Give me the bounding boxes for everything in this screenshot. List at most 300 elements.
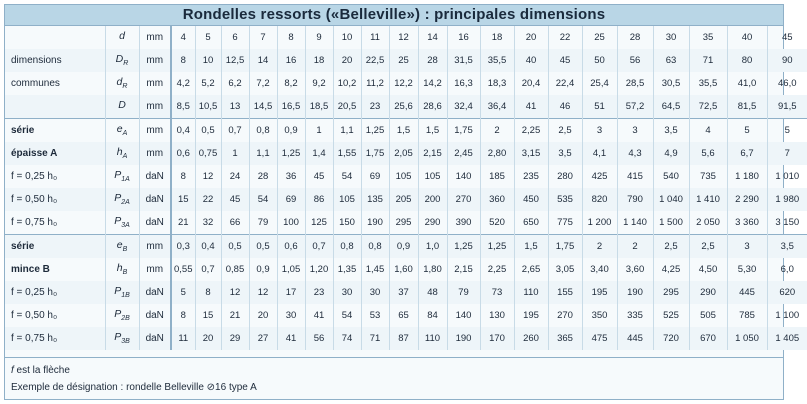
table-cell: 5 — [195, 26, 221, 49]
table-cell: 105 — [333, 188, 361, 211]
table-cell: 41 — [277, 327, 305, 350]
table-cell: 2 — [480, 119, 514, 143]
table-cell: 84 — [418, 304, 447, 327]
table-cell: 37 — [389, 281, 418, 304]
table-cell: 195 — [582, 281, 617, 304]
table-cell: 20 — [195, 327, 221, 350]
table-cell: 445 — [727, 281, 767, 304]
table-cell: 140 — [447, 165, 480, 188]
table-cell: 30 — [333, 281, 361, 304]
notes-divider — [5, 357, 783, 358]
row-symbol — [105, 281, 139, 304]
table-cell: 4,9 — [653, 142, 689, 165]
table-cell: 23 — [305, 281, 333, 304]
table-cell: 2,5 — [653, 235, 689, 259]
table-cell: 27 — [249, 327, 277, 350]
table-cell: 1 010 — [767, 165, 807, 188]
table-cell: 81,5 — [727, 95, 767, 119]
table-cell: 90 — [767, 49, 807, 72]
row-unit: mm — [139, 95, 171, 119]
table-cell: 28 — [617, 26, 653, 49]
table-cell: 1,4 — [305, 142, 333, 165]
table-cell: 22,5 — [361, 49, 389, 72]
table-cell: 2,25 — [480, 258, 514, 281]
table-cell: 3,40 — [582, 258, 617, 281]
table-row — [5, 235, 807, 259]
table-cell: 40 — [727, 26, 767, 49]
table-cell: 16 — [447, 26, 480, 49]
table-cell: 3,60 — [617, 258, 653, 281]
row-unit: mm — [139, 258, 171, 281]
table-cell: 46,0 — [767, 72, 807, 95]
row-unit: mm — [139, 235, 171, 259]
table-cell: 295 — [653, 281, 689, 304]
table-cell: 56 — [617, 49, 653, 72]
table-cell: 130 — [480, 304, 514, 327]
table-cell: 390 — [447, 211, 480, 235]
table-cell: 25,4 — [582, 72, 617, 95]
table-cell: 25 — [582, 26, 617, 49]
row-symbol — [105, 165, 139, 188]
table-cell: 71 — [361, 327, 389, 350]
table-cell: 18 — [305, 49, 333, 72]
table-row — [5, 304, 807, 327]
row-unit: mm — [139, 26, 171, 49]
table-cell: 790 — [617, 188, 653, 211]
table-cell: 105 — [389, 165, 418, 188]
symbol-letter: P — [114, 285, 122, 298]
table-cell: 41 — [305, 304, 333, 327]
table-cell: 69 — [361, 165, 389, 188]
table-cell: 4,3 — [617, 142, 653, 165]
table-cell: 3 360 — [727, 211, 767, 235]
symbol-subscript: 1A — [121, 176, 130, 184]
table-cell: 3,5 — [548, 142, 582, 165]
row-unit: mm — [139, 119, 171, 143]
table-cell: 16,3 — [447, 72, 480, 95]
table-cell: 15 — [171, 188, 195, 211]
table-cell: 48 — [418, 281, 447, 304]
table-cell: 1,0 — [418, 235, 447, 259]
symbol-letter: h — [116, 262, 123, 275]
table-cell: 8,2 — [277, 72, 305, 95]
table-cell: 0,7 — [305, 235, 333, 259]
table-cell: 335 — [617, 304, 653, 327]
table-cell: 73 — [480, 281, 514, 304]
table-cell: 4,1 — [582, 142, 617, 165]
table-cell: 785 — [727, 304, 767, 327]
table-cell: 735 — [689, 165, 727, 188]
table-cell: 2 — [582, 235, 617, 259]
symbol-subscript: A — [122, 130, 128, 138]
table-cell: 3 — [617, 119, 653, 143]
table-row — [5, 95, 807, 119]
table-cell: 5 — [727, 119, 767, 143]
table-cell: 1,5 — [514, 235, 548, 259]
table-cell: 1,75 — [361, 142, 389, 165]
table-cell: 22 — [195, 188, 221, 211]
table-cell: 20 — [249, 304, 277, 327]
symbol-letter: d — [119, 30, 125, 43]
table-cell: 3,15 — [514, 142, 548, 165]
table-cell: 57,2 — [617, 95, 653, 119]
table-cell: 1,75 — [447, 119, 480, 143]
table-title: Rondelles ressorts («Belleville») : principales dimensions — [5, 5, 783, 26]
table-cell: 18 — [480, 26, 514, 49]
row-label: mince B — [11, 264, 50, 275]
table-cell: 3,05 — [548, 258, 582, 281]
table-cell: 50 — [582, 49, 617, 72]
symbol-subscript: 2B — [121, 315, 130, 323]
row-symbol — [105, 119, 139, 143]
table-cell: 445 — [617, 327, 653, 350]
table-cell: 1 180 — [727, 165, 767, 188]
table-cell: 190 — [361, 211, 389, 235]
table-cell: 12 — [221, 281, 249, 304]
table-cell: 2,05 — [389, 142, 418, 165]
table-cell: 24 — [221, 165, 249, 188]
table-cell: 295 — [389, 211, 418, 235]
symbol-letter: D — [118, 99, 126, 112]
table-cell: 72,5 — [689, 95, 727, 119]
table-cell: 820 — [582, 188, 617, 211]
table-cell: 14,2 — [418, 72, 447, 95]
symbol-letter: P — [114, 192, 122, 205]
table-cell: 365 — [548, 327, 582, 350]
table-cell: 6 — [221, 26, 249, 49]
table-cell: 28 — [249, 165, 277, 188]
table-row — [5, 165, 807, 188]
table-cell: 0,4 — [195, 235, 221, 259]
symbol-subscript: R — [123, 60, 129, 68]
symbol-subscript: 1B — [121, 292, 130, 300]
table-cell: 0,9 — [249, 258, 277, 281]
row-label: communes — [11, 78, 60, 89]
table-cell: 155 — [548, 281, 582, 304]
table-cell: 1,20 — [305, 258, 333, 281]
table-cell: 14 — [249, 49, 277, 72]
table-cell: 4 — [171, 26, 195, 49]
table-cell: 0,55 — [171, 258, 195, 281]
table-cell: 11,2 — [361, 72, 389, 95]
symbol-subscript: 2A — [121, 199, 130, 207]
symbol-subscript: R — [122, 83, 128, 91]
table-cell: 12,2 — [389, 72, 418, 95]
table-row — [5, 72, 807, 95]
table-cell: 54 — [249, 188, 277, 211]
note-fleche — [11, 362, 257, 379]
table-cell: 25,6 — [389, 95, 418, 119]
table-cell: 775 — [548, 211, 582, 235]
table-cell: 74 — [333, 327, 361, 350]
table-cell: 63 — [653, 49, 689, 72]
row-symbol — [105, 95, 139, 119]
table-cell: 41,0 — [727, 72, 767, 95]
table-cell: 1 410 — [689, 188, 727, 211]
table-cell: 110 — [418, 327, 447, 350]
table-cell: 1 405 — [767, 327, 807, 350]
table-cell: 13 — [221, 95, 249, 119]
table-cell: 0,75 — [195, 142, 221, 165]
table-cell: 1 140 — [617, 211, 653, 235]
table-cell: 2,25 — [514, 119, 548, 143]
table-cell: 3,5 — [653, 119, 689, 143]
table-cell: 620 — [767, 281, 807, 304]
table-cell: 7 — [767, 142, 807, 165]
table-cell: 4,50 — [689, 258, 727, 281]
table-cell: 360 — [480, 188, 514, 211]
table-cell: 12,5 — [221, 49, 249, 72]
table-cell: 100 — [277, 211, 305, 235]
table-cell: 32 — [195, 211, 221, 235]
table-cell: 170 — [480, 327, 514, 350]
table-cell: 125 — [305, 211, 333, 235]
table-cell: 8 — [277, 26, 305, 49]
table-cell: 3,5 — [767, 235, 807, 259]
table-row — [5, 211, 807, 235]
table-cell: 110 — [514, 281, 548, 304]
row-unit: daN — [139, 188, 171, 211]
row-symbol — [105, 188, 139, 211]
symbol-letter: P — [114, 331, 122, 344]
table-cell: 45 — [767, 26, 807, 49]
table-cell: 1,45 — [361, 258, 389, 281]
table-cell: 53 — [361, 304, 389, 327]
table-cell: 1,25 — [277, 142, 305, 165]
table-row — [5, 119, 807, 143]
note-fleche-symbol: f — [11, 365, 14, 376]
table-cell: 4,25 — [653, 258, 689, 281]
table-cell: 10,2 — [333, 72, 361, 95]
symbol-letter: P — [114, 308, 122, 321]
table-cell: 260 — [514, 327, 548, 350]
table-cell: 9 — [305, 26, 333, 49]
symbol-letter: e — [116, 123, 123, 136]
table-cell: 54 — [333, 165, 361, 188]
table-cell: 15 — [195, 304, 221, 327]
table-cell: 8 — [171, 49, 195, 72]
table-cell: 1,25 — [447, 235, 480, 259]
table-cell: 540 — [653, 165, 689, 188]
table-cell: 1,5 — [418, 119, 447, 143]
table-cell: 45 — [548, 49, 582, 72]
symbol-letter: h — [116, 146, 123, 159]
table-cell: 3 — [582, 119, 617, 143]
table-cell: 5 — [171, 281, 195, 304]
row-unit: mm — [139, 72, 171, 95]
table-cell: 205 — [389, 188, 418, 211]
table-cell: 51 — [582, 95, 617, 119]
table-cell: 0,8 — [249, 119, 277, 143]
table-cell: 7,2 — [249, 72, 277, 95]
table-cell: 505 — [689, 304, 727, 327]
table-cell: 16 — [277, 49, 305, 72]
table-cell: 20,4 — [514, 72, 548, 95]
table-cell: 1,05 — [277, 258, 305, 281]
row-label — [5, 26, 105, 49]
table-cell: 0,6 — [277, 235, 305, 259]
table-cell: 45 — [221, 188, 249, 211]
table-cell: 140 — [447, 304, 480, 327]
table-cell: 4 — [689, 119, 727, 143]
row-label: dimensions — [5, 49, 105, 72]
table-cell: 190 — [447, 327, 480, 350]
symbol-letter: D — [115, 53, 124, 66]
table-cell: 1 100 — [767, 304, 807, 327]
table-row — [5, 26, 807, 49]
table-cell: 28 — [418, 49, 447, 72]
table-cell: 6,7 — [727, 142, 767, 165]
table-cell: 4,2 — [171, 72, 195, 95]
symbol-subscript: 3B — [121, 338, 130, 346]
table-cell: 3 — [727, 235, 767, 259]
table-cell: 2 290 — [727, 188, 767, 211]
table-cell: 6,2 — [221, 72, 249, 95]
table-cell: 670 — [689, 327, 727, 350]
table-cell: 0,4 — [171, 119, 195, 143]
table-cell: 8 — [195, 281, 221, 304]
table-cell: 2,80 — [480, 142, 514, 165]
table-cell: 20 — [514, 26, 548, 49]
dimensions-table — [5, 26, 807, 350]
row-symbol — [105, 26, 139, 49]
table-cell: 30 — [653, 26, 689, 49]
table-cell: 1 980 — [767, 188, 807, 211]
row-symbol — [105, 49, 139, 72]
belleville-table-frame — [4, 4, 800, 400]
table-cell: 1 500 — [653, 211, 689, 235]
table-cell: 9,2 — [305, 72, 333, 95]
table-cell: 1,60 — [389, 258, 418, 281]
table-cell: 1,25 — [361, 119, 389, 143]
table-cell: 0,5 — [195, 119, 221, 143]
table-cell: 1 — [221, 142, 249, 165]
row-label: épaisse A — [5, 142, 105, 165]
table-cell: 87 — [389, 327, 418, 350]
note-fleche-text: est la flèche — [13, 365, 70, 376]
row-unit: daN — [139, 304, 171, 327]
row-label: f = 0,50 h₀ — [5, 188, 105, 211]
table-cell: 1,35 — [333, 258, 361, 281]
table-cell: 20,5 — [333, 95, 361, 119]
table-cell: 475 — [582, 327, 617, 350]
table-cell: 280 — [548, 165, 582, 188]
row-symbol — [105, 235, 139, 259]
row-symbol — [105, 211, 139, 235]
table-cell: 1,80 — [418, 258, 447, 281]
symbol-subscript: B — [122, 269, 128, 277]
table-cell: 0,9 — [277, 119, 305, 143]
table-cell: 450 — [514, 188, 548, 211]
table-cell: 0,5 — [249, 235, 277, 259]
table-cell: 5,30 — [727, 258, 767, 281]
table-cell: 6,0 — [767, 258, 807, 281]
row-label: f = 0,75 h₀ — [5, 327, 105, 350]
table-cell: 525 — [653, 304, 689, 327]
table-cell: 5,2 — [195, 72, 221, 95]
table-cell: 65 — [389, 304, 418, 327]
table-cell: 32,4 — [447, 95, 480, 119]
table-row — [5, 281, 807, 304]
table-cell: 1,25 — [480, 235, 514, 259]
row-label — [5, 95, 105, 119]
table-cell: 20 — [333, 49, 361, 72]
row-unit: mm — [139, 142, 171, 165]
table-cell: 12 — [195, 165, 221, 188]
table-cell: 2 — [617, 235, 653, 259]
table-cell: 18,5 — [305, 95, 333, 119]
table-cell: 200 — [418, 188, 447, 211]
table-cell: 0,3 — [171, 235, 195, 259]
table-cell: 35 — [689, 26, 727, 49]
table-row — [5, 327, 807, 350]
table-cell: 11 — [361, 26, 389, 49]
table-cell: 5,6 — [689, 142, 727, 165]
symbol-subscript: B — [122, 246, 128, 254]
table-cell: 29 — [221, 327, 249, 350]
row-unit: daN — [139, 327, 171, 350]
table-cell: 425 — [582, 165, 617, 188]
table-cell: 35,5 — [480, 49, 514, 72]
table-cell: 56 — [305, 327, 333, 350]
table-cell: 36 — [277, 165, 305, 188]
table-cell: 23 — [361, 95, 389, 119]
table-cell: 91,5 — [767, 95, 807, 119]
table-cell: 5 — [767, 119, 807, 143]
table-cell: 0,8 — [361, 235, 389, 259]
symbol-letter: d — [116, 76, 123, 89]
table-cell: 35,5 — [689, 72, 727, 95]
row-label: série — [5, 119, 105, 143]
table-cell: 2,15 — [418, 142, 447, 165]
row-label: série — [5, 235, 105, 259]
table-cell: 2,45 — [447, 142, 480, 165]
table-cell: 10 — [195, 49, 221, 72]
symbol-letter: P — [114, 215, 122, 228]
table-cell: 1 050 — [727, 327, 767, 350]
table-cell: 41 — [514, 95, 548, 119]
symbol-subscript: 3A — [121, 222, 130, 230]
table-body — [5, 26, 807, 350]
table-cell: 720 — [653, 327, 689, 350]
table-row — [5, 258, 807, 281]
table-cell: 1 200 — [582, 211, 617, 235]
row-unit: mm — [139, 49, 171, 72]
table-row — [5, 142, 807, 165]
table-cell: 0,8 — [333, 235, 361, 259]
row-label: f = 0,25 h₀ — [11, 171, 58, 182]
table-cell: 10 — [333, 26, 361, 49]
table-cell: 2,65 — [514, 258, 548, 281]
table-cell: 25 — [389, 49, 418, 72]
row-symbol — [105, 72, 139, 95]
table-cell: 1,75 — [548, 235, 582, 259]
symbol-letter: P — [114, 169, 122, 182]
table-cell: 80 — [727, 49, 767, 72]
table-cell: 135 — [361, 188, 389, 211]
table-cell: 350 — [582, 304, 617, 327]
table-cell: 195 — [514, 304, 548, 327]
table-cell: 12 — [249, 281, 277, 304]
table-cell: 8 — [171, 304, 195, 327]
table-cell: 30 — [361, 281, 389, 304]
table-cell: 0,5 — [221, 235, 249, 259]
table-cell: 0,9 — [389, 235, 418, 259]
table-cell: 28,5 — [617, 72, 653, 95]
table-cell: 10,5 — [195, 95, 221, 119]
table-cell: 18,3 — [480, 72, 514, 95]
table-cell: 3 150 — [767, 211, 807, 235]
